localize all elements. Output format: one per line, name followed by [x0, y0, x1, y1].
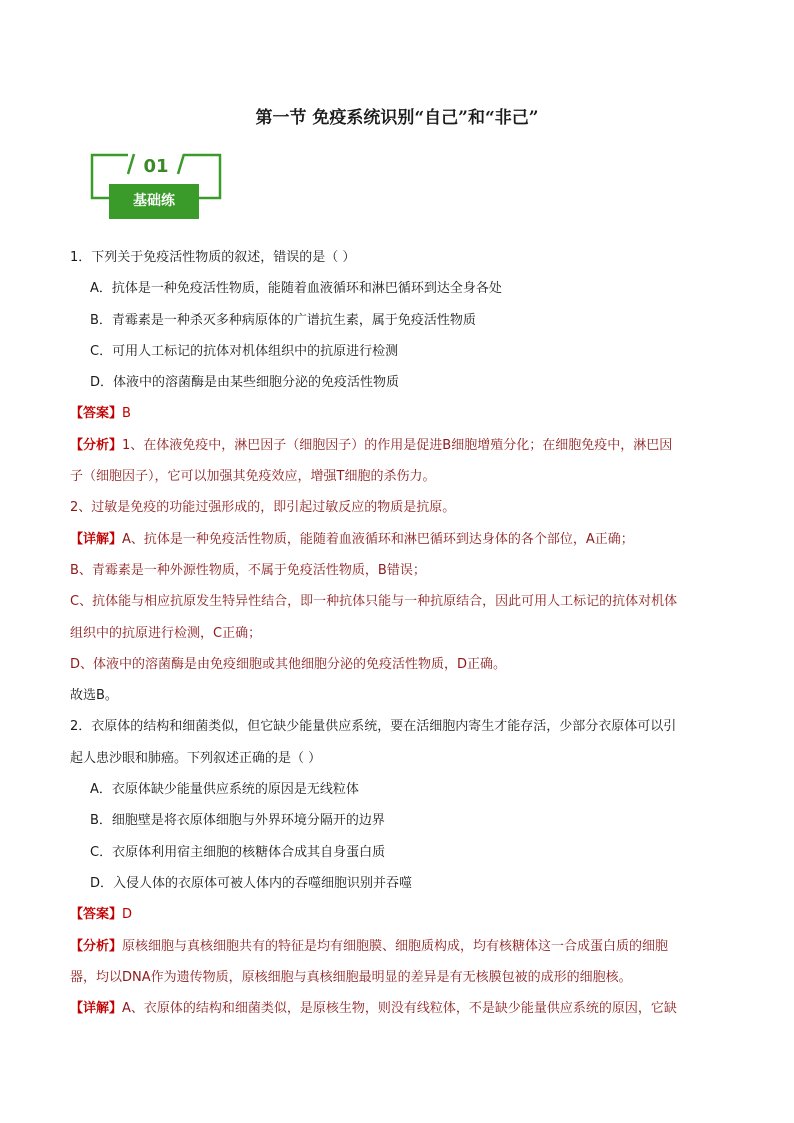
question-1-option-b: B．青霉素是一种杀灭多种病原体的广谱抗生素，属于免疫活性物质: [90, 312, 476, 328]
analysis-tag: 【分析】: [70, 938, 123, 954]
question-1-analysis-line: 子（细胞因子），它可以加强其免疫效应，增强T细胞的杀伤力。: [70, 469, 436, 485]
question-1-stem: 1．下列关于免疫活性物质的叙述，错误的是（ ）: [70, 250, 356, 265]
analysis-tag: 【分析】: [70, 437, 123, 453]
detail-text: A、衣原体的结构和细菌类似，是原核生物，则没有线粒体，不是缺少能量供应系统的原因，它缺: [122, 1001, 677, 1017]
question-1-analysis-line: 2、过敏是免疫的功能过强形成的，即引起过敏反应的物质是抗原。: [70, 500, 456, 516]
answer-value: D: [122, 907, 133, 923]
question-content: [70, 242, 730, 1024]
answer-value: B: [122, 406, 131, 422]
question-2-option-a: A．衣原体缺少能量供应系统的原因是无线粒体: [90, 782, 359, 798]
question-1-option-c: C．可用人工标记的抗体对机体组织中的抗原进行检测: [90, 343, 399, 359]
question-2-analysis-line: [70, 931, 730, 962]
detail-tag: 【详解】: [70, 531, 123, 547]
question-1-answer: [70, 398, 730, 429]
question-1-analysis-line: [70, 430, 730, 461]
question-2-option-b: B．细胞壁是将衣原体细胞与外界环境分隔开的边界: [90, 813, 385, 829]
answer-tag: 【答案】: [70, 907, 123, 923]
analysis-text: 原核细胞与真核细胞共有的特征是均有细胞膜、细胞质构成，均有核糖体这一合成蛋白质的细胞: [122, 938, 669, 954]
detail-tag: 【详解】: [70, 1001, 123, 1017]
question-1-detail-line: 组织中的抗原进行检测，C正确；: [70, 625, 262, 641]
answer-tag: 【答案】: [70, 406, 123, 422]
page-title: 第一节 免疫系统识别“自己”和“非己”: [255, 108, 539, 128]
question-1-detail-line: D、体液中的溶菌酶是由免疫细胞或其他细胞分泌的免疫活性物质，D正确。: [70, 656, 507, 672]
section-badge: [90, 152, 222, 222]
question-2-detail-line: [70, 993, 730, 1024]
detail-text: A、抗体是一种免疫活性物质，能随着血液循环和淋巴循环到达身体的各个部位，A正确；: [122, 531, 634, 547]
question-1-conclusion: 故选B。: [70, 688, 118, 704]
question-1-option-d: D．体液中的溶菌酶是由某些细胞分泌的免疫活性物质: [90, 375, 400, 391]
question-2-stem: 2．衣原体的结构和细菌类似，但它缺少能量供应系统，要在活细胞内寄生才能存活，少部分衣原体可以引: [70, 719, 677, 735]
question-2-option-c: C．衣原体利用宿主细胞的核糖体合成其自身蛋白质: [90, 844, 386, 860]
badge-number: 01: [143, 156, 169, 177]
question-2-analysis-line: 器，均以DNA作为遗传物质，原核细胞与真核细胞最明显的差异是有无核膜包被的成形的细胞核。: [70, 969, 632, 985]
question-2-answer: [70, 899, 730, 930]
question-2-stem: 起人患沙眼和肺癌。下列叙述正确的是（ ）: [70, 750, 322, 766]
question-1-detail-line: [70, 524, 730, 555]
question-1-option-a: A．抗体是一种免疫活性物质，能随着血液循环和淋巴循环到达全身各处: [90, 281, 502, 297]
question-1-detail-line: B、青霉素是一种外源性物质，不属于免疫活性物质，B错误；: [70, 562, 426, 578]
question-2-option-d: D．入侵人体的衣原体可被人体内的吞噬细胞识别并吞噬: [90, 875, 413, 891]
badge-label: 基础练: [109, 184, 199, 219]
analysis-text: 1、在体液免疫中，淋巴因子（细胞因子）的作用是促进B细胞增殖分化；在细胞免疫中，淋巴因: [122, 437, 673, 453]
question-1-detail-line: C、抗体能与相应抗原发生特异性结合，即一种抗体只能与一种抗原结合，因此可用人工标记的抗体对机体: [70, 594, 678, 610]
